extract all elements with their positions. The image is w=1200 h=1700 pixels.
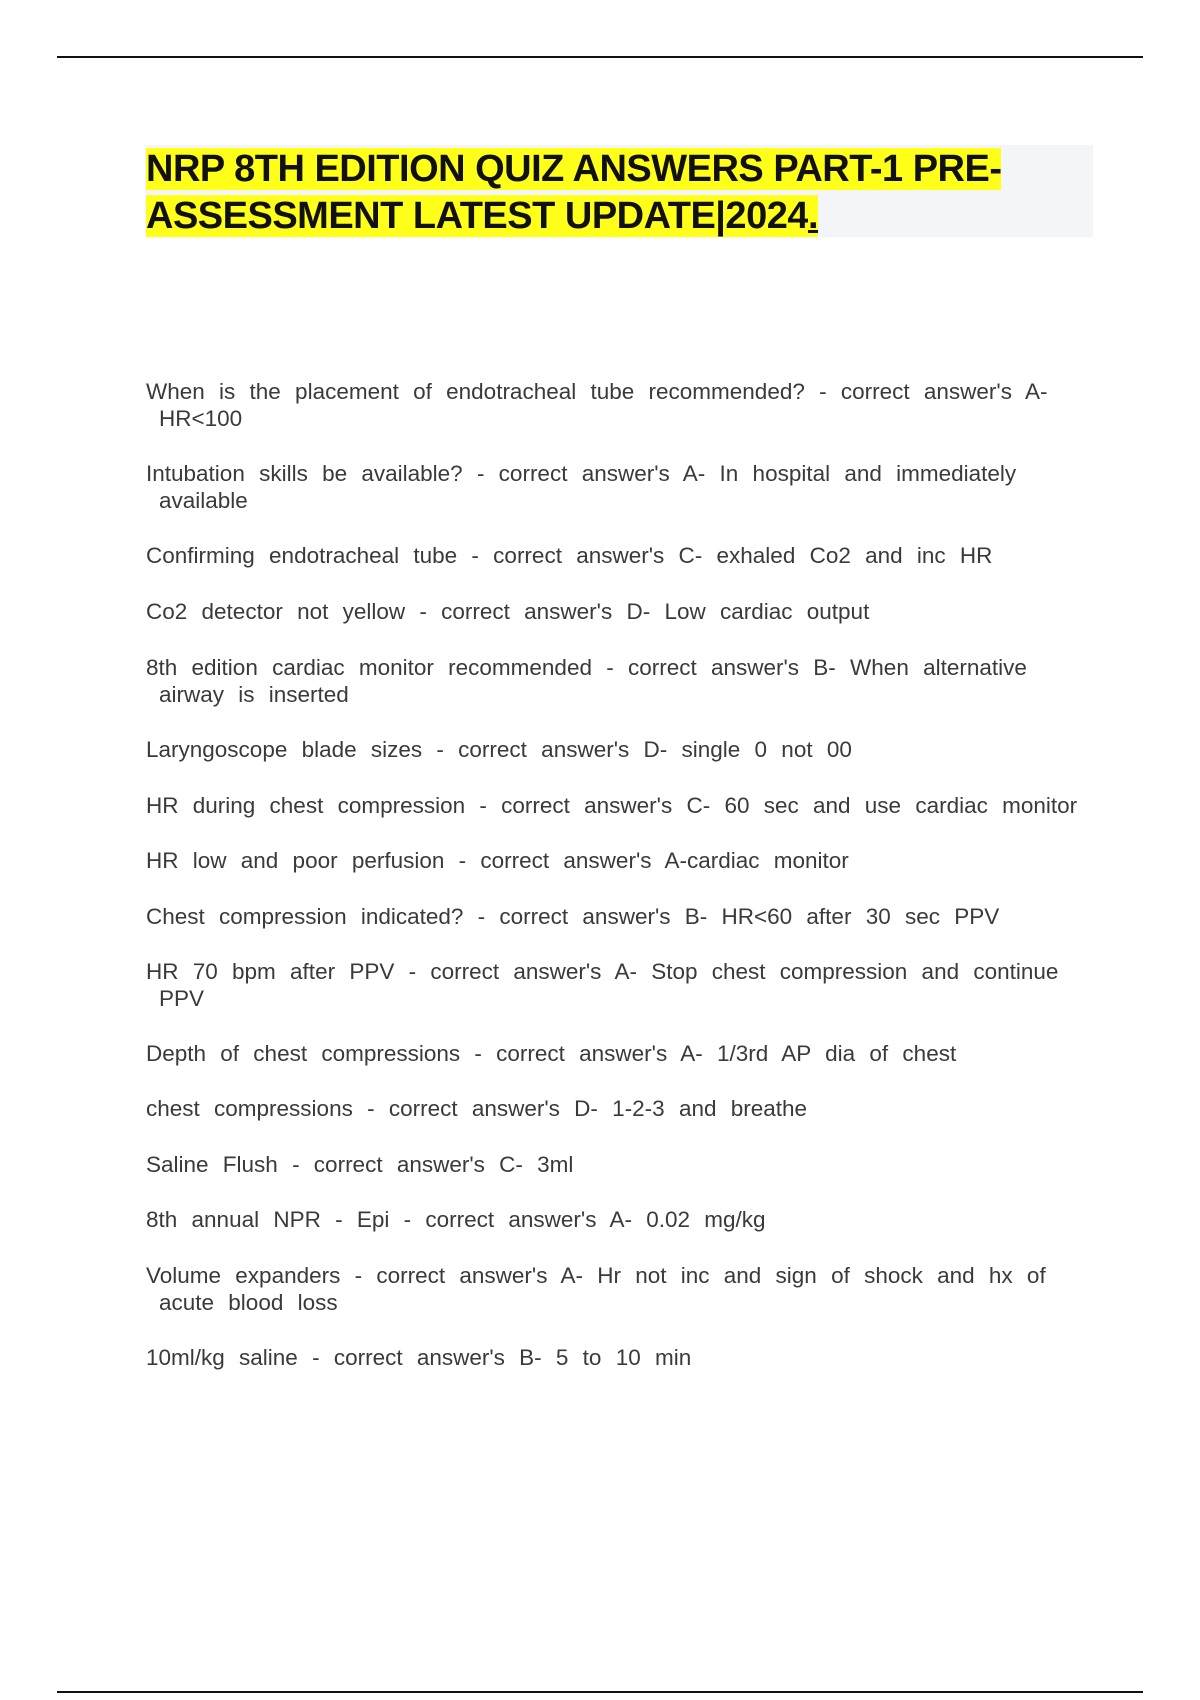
qa-item: HR 70 bpm after PPV - correct answer's A- Stop chest compression and continue PPV	[146, 959, 1059, 1011]
qa-item: Saline Flush - correct answer's C- 3ml	[146, 1152, 574, 1177]
qa-list	[146, 378, 1086, 1371]
qa-item: Confirming endotracheal tube - correct answer's C- exhaled Co2 and inc HR	[146, 543, 993, 568]
qa-item: HR during chest compression - correct answer's C- 60 sec and use cardiac monitor	[146, 793, 1078, 818]
qa-item: Laryngoscope blade sizes - correct answer's D- single 0 not 00	[146, 737, 852, 762]
qa-item: Intubation skills be available? - correct answer's A- In hospital and immediately available	[146, 461, 1017, 513]
title-highlight: NRP 8TH EDITION QUIZ ANSWERS PART-1 PRE-ASSESSMENT LATEST UPDATE|2024	[146, 148, 1002, 237]
title-period: .	[807, 195, 819, 237]
qa-item: HR low and poor perfusion - correct answer's A-cardiac monitor	[146, 848, 849, 873]
qa-item: Depth of chest compressions - correct answer's A- 1/3rd AP dia of chest	[146, 1041, 957, 1066]
qa-item: chest compressions - correct answer's D- 1-2-3 and breathe	[146, 1096, 808, 1121]
qa-item: Volume expanders - correct answer's A- Hr not inc and sign of shock and hx of acute blood loss	[146, 1263, 1046, 1315]
qa-item: When is the placement of endotracheal tube recommended? - correct answer's A- HR<100	[146, 379, 1048, 431]
top-rule	[57, 56, 1143, 58]
page-title	[146, 146, 1096, 240]
qa-item: 10ml/kg saline - correct answer's B- 5 to 10 min	[146, 1345, 692, 1370]
qa-item: 8th edition cardiac monitor recommended - correct answer's B- When alternative airway is inserted	[146, 655, 1027, 707]
qa-item: Co2 detector not yellow - correct answer's D- Low cardiac output	[146, 599, 870, 624]
bottom-rule	[57, 1691, 1143, 1693]
qa-item: Chest compression indicated? - correct answer's B- HR<60 after 30 sec PPV	[146, 904, 1000, 929]
qa-item: 8th annual NPR - Epi - correct answer's A- 0.02 mg/kg	[146, 1207, 766, 1232]
